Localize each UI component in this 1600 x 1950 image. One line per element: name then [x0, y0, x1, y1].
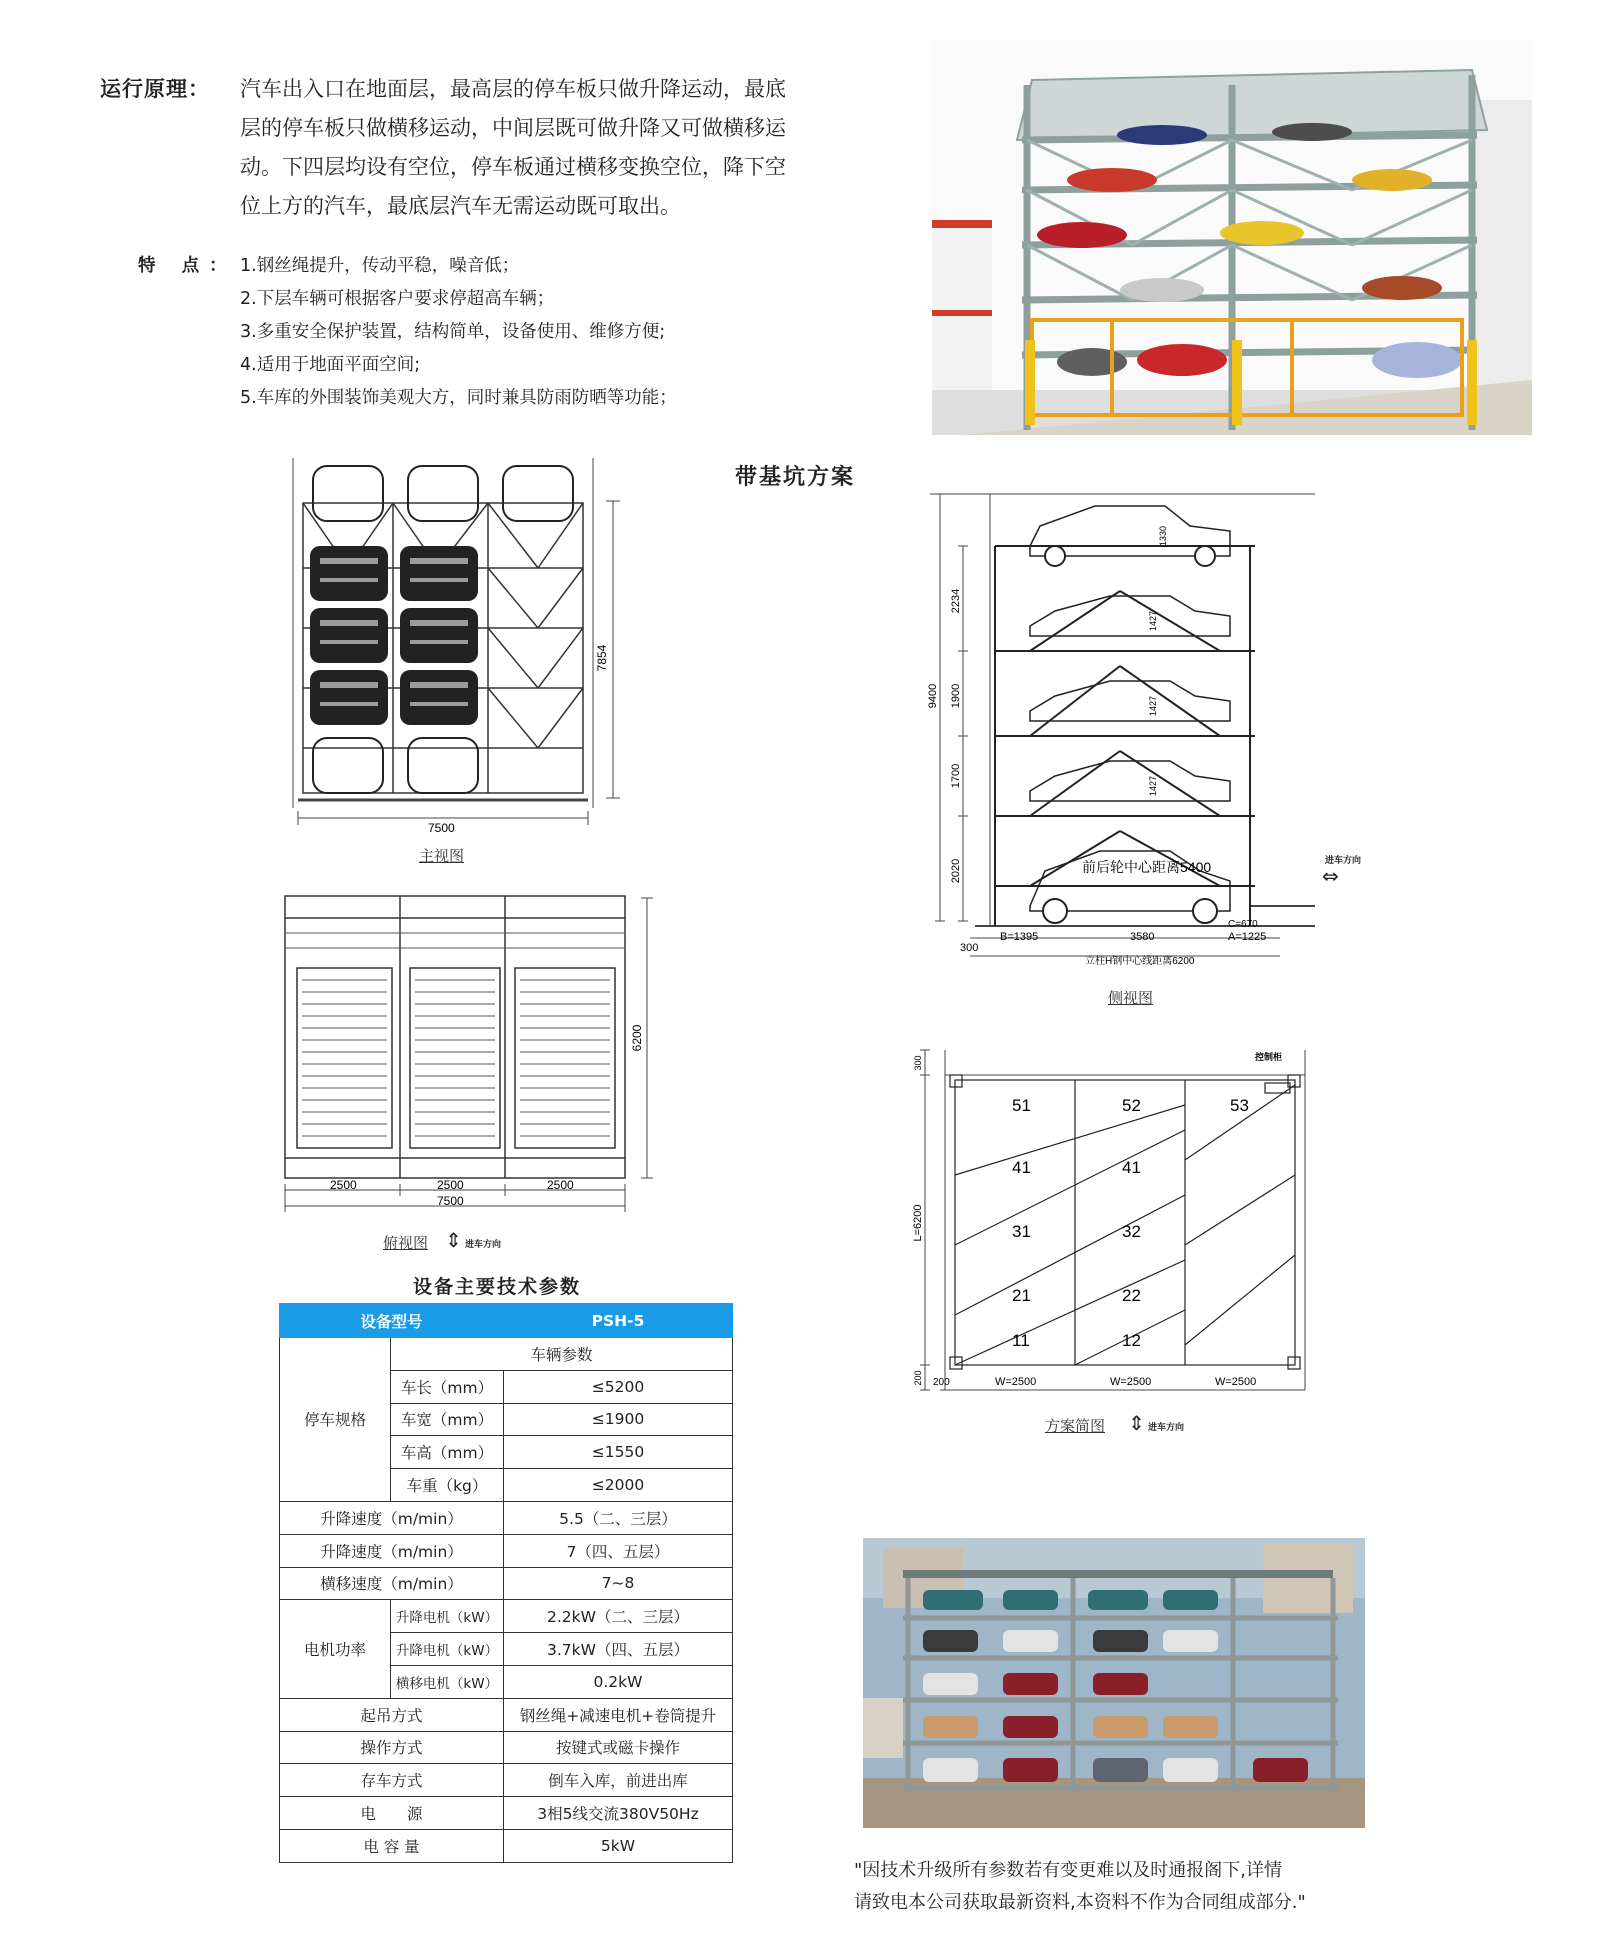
side-total-height-dim: 9400 [927, 683, 939, 709]
spec-value: 0.2kW [504, 1665, 733, 1698]
car-height-dim: 1427 [1148, 775, 1158, 797]
plan-space-number: 51 [1012, 1096, 1031, 1115]
spec-row [280, 1567, 733, 1600]
spec-label: 电 容 量 [280, 1829, 504, 1862]
features-label: 特 点： [138, 256, 237, 276]
top-total-dim: 7500 [437, 1194, 464, 1208]
spec-value: ≤1900 [504, 1403, 733, 1436]
side-dim-3580: 3580 [1130, 931, 1155, 943]
front-width-dim: 7500 [428, 821, 455, 835]
plan-space-number: 41 [1122, 1158, 1141, 1177]
top-depth-dim: 6200 [630, 1024, 644, 1052]
plan-space-number: 21 [1012, 1286, 1031, 1305]
spec-table [279, 1303, 733, 1863]
front-view-caption: 主视图 [419, 847, 465, 865]
plan-width-dim: W=2500 [1110, 1376, 1152, 1388]
spec-value: ≤2000 [504, 1469, 733, 1502]
spec-row [280, 1534, 733, 1567]
plan-bottom-dim: 200 [913, 1370, 923, 1386]
plan-top-dim: 300 [913, 1055, 923, 1071]
side-level-dim: 2234 [950, 588, 962, 614]
feature-item: 3.多重安全保护装置，结构简单，设备使用、维修方便; [240, 322, 666, 342]
entry-direction-arrow-icon: ⇕ [445, 1228, 462, 1252]
car-height-dim: 1427 [1148, 695, 1158, 717]
plan-space-number: 22 [1122, 1286, 1141, 1305]
spec-label: 升降电机（kW） [391, 1600, 504, 1633]
spec-row [280, 1338, 733, 1371]
wheelbase-note: 前后轮中心距离5400 [1082, 859, 1212, 875]
plan-width-dim: W=2500 [995, 1376, 1037, 1388]
spec-label: 电 源 [280, 1797, 504, 1830]
plan-space-number: 31 [1012, 1222, 1031, 1241]
spec-value: 2.2kW（二、三层） [504, 1600, 733, 1633]
feature-item: 4.适用于地面平面空间; [240, 355, 421, 375]
spec-table-title: 设备主要技术参数 [413, 1276, 582, 1298]
operating-principle-label: 运行原理： [100, 77, 210, 101]
plan-space-number: 52 [1122, 1096, 1141, 1115]
entry-direction-label: 进车方向 [465, 1240, 502, 1250]
plan-caption: 方案简图 [1045, 1417, 1106, 1435]
spec-value: 7（四、五层） [504, 1534, 733, 1567]
side-dim-c: C=670 [1228, 919, 1258, 930]
plan-drawing [912, 1045, 1325, 1395]
spec-row [280, 1501, 733, 1534]
plan-entry-direction-label: 进车方向 [1148, 1423, 1185, 1433]
side-entry-direction-label: 进车方向 [1325, 856, 1362, 866]
spec-value: ≤5200 [504, 1370, 733, 1403]
spec-row [280, 1698, 733, 1731]
spec-value: 倒车入库，前进出库 [504, 1764, 733, 1797]
spec-value: ≤1550 [504, 1436, 733, 1469]
plan-entry-direction-arrow-icon: ⇕ [1128, 1411, 1145, 1435]
spec-value: 3.7kW（四、五层） [504, 1633, 733, 1666]
plan-space-number: 32 [1122, 1222, 1141, 1241]
disclaimer-line: 请致电本公司获取最新资料,本资料不作为合同组成部分." [854, 1892, 1306, 1913]
spec-value: 7~8 [504, 1567, 733, 1600]
spec-header-model-value: PSH-5 [504, 1304, 733, 1338]
spec-value: 按键式或磁卡操作 [504, 1731, 733, 1764]
principle-line: 汽车出入口在地面层，最高层的停车板只做升降运动，最底 [240, 77, 786, 101]
spec-label: 升降速度（m/min） [280, 1534, 504, 1567]
features [100, 250, 860, 415]
spec-value: 5kW [504, 1829, 733, 1862]
feature-item: 2.下层车辆可根据客户要求停超高车辆； [240, 289, 555, 309]
spec-row [280, 1829, 733, 1862]
plan-left-dim: 200 [933, 1377, 950, 1388]
principle-line: 层的停车板只做横移运动，中间层既可做升降又可做横移运 [240, 116, 786, 140]
principle-line: 动。下四层均设有空位，停车板通过横移变换空位，降下空 [240, 155, 786, 179]
spec-label: 操作方式 [280, 1731, 504, 1764]
spec-value: 钢丝绳+减速电机+卷筒提升 [504, 1698, 733, 1731]
plan-space-number: 12 [1122, 1331, 1141, 1350]
side-entry-direction-arrow-icon: ⇔ [1322, 864, 1339, 888]
spec-label: 车长（mm） [391, 1370, 504, 1403]
car-height-dim: 1427 [1148, 610, 1158, 632]
disclaimer-note [854, 1855, 1414, 1919]
feature-item: 5.车库的外围装饰美观大方，同时兼具防雨防晒等功能； [240, 388, 677, 408]
spec-label: 车宽（mm） [391, 1403, 504, 1436]
plan-space-number: 53 [1230, 1096, 1249, 1115]
top-width-dim: 2500 [547, 1178, 574, 1192]
side-dim-a: A=1225 [1228, 931, 1267, 943]
spec-row [280, 1764, 733, 1797]
side-level-dim: 2020 [950, 858, 962, 884]
garage-site-photo [863, 1538, 1365, 1828]
spec-parking-label: 停车规格 [280, 1338, 391, 1502]
spec-row [280, 1600, 733, 1633]
side-level-dim: 1700 [950, 763, 962, 789]
side-total-dim: 立柱H钢中心线距离6200 [1085, 956, 1195, 967]
side-level-dim: 1900 [950, 683, 962, 709]
top-width-dim: 2500 [330, 1178, 357, 1192]
side-dim-b: B=1395 [1000, 931, 1039, 943]
spec-value: 5.5（二、三层） [504, 1501, 733, 1534]
plan-width-dim: W=2500 [1215, 1376, 1257, 1388]
spec-label: 车高（mm） [391, 1436, 504, 1469]
operating-principle-body [240, 70, 890, 226]
side-view-caption: 侧视图 [1108, 989, 1154, 1007]
features-list [240, 250, 860, 415]
top-view-drawing [275, 888, 660, 1218]
spec-label: 升降速度（m/min） [280, 1501, 504, 1534]
plan-space-number: 41 [1012, 1158, 1031, 1177]
side-view-drawing [920, 486, 1320, 966]
front-view-drawing [288, 458, 633, 838]
spec-value: 3相5线交流380V50Hz [504, 1797, 733, 1830]
car-height-dim: 1330 [1158, 525, 1168, 547]
principle-line: 位上方的汽车，最底层汽车无需运动既可取出。 [240, 194, 681, 218]
plan-space-number: 11 [1012, 1331, 1030, 1350]
side-dim-300: 300 [960, 942, 979, 954]
spec-header-row [280, 1304, 733, 1338]
front-height-dim: 7854 [595, 644, 609, 672]
plan-length-dim: L=6200 [912, 1204, 924, 1242]
spec-label: 起吊方式 [280, 1698, 504, 1731]
operating-principle [100, 70, 890, 226]
spec-label: 车重（kg） [391, 1469, 504, 1502]
spec-row [280, 1731, 733, 1764]
spec-row [280, 1797, 733, 1830]
garage-render-photo [932, 40, 1532, 435]
top-view-caption: 俯视图 [383, 1234, 429, 1252]
spec-vehicle-params: 车辆参数 [391, 1338, 733, 1371]
spec-motor-label: 电机功率 [280, 1600, 391, 1698]
spec-label: 升降电机（kW） [391, 1633, 504, 1666]
spec-header-model-label: 设备型号 [280, 1304, 504, 1338]
control-cabinet-label: 控制柜 [1255, 1052, 1283, 1062]
spec-label: 存车方式 [280, 1764, 504, 1797]
pit-scheme-title: 带基坑方案 [735, 465, 856, 490]
disclaimer-line: "因技术升级所有参数若有变更难以及时通报阁下,详情 [854, 1860, 1282, 1881]
feature-item: 1.钢丝绳提升，传动平稳，噪音低； [240, 256, 520, 276]
spec-label: 横移速度（m/min） [280, 1567, 504, 1600]
spec-label: 横移电机（kW） [391, 1665, 504, 1698]
top-width-dim: 2500 [437, 1178, 464, 1192]
